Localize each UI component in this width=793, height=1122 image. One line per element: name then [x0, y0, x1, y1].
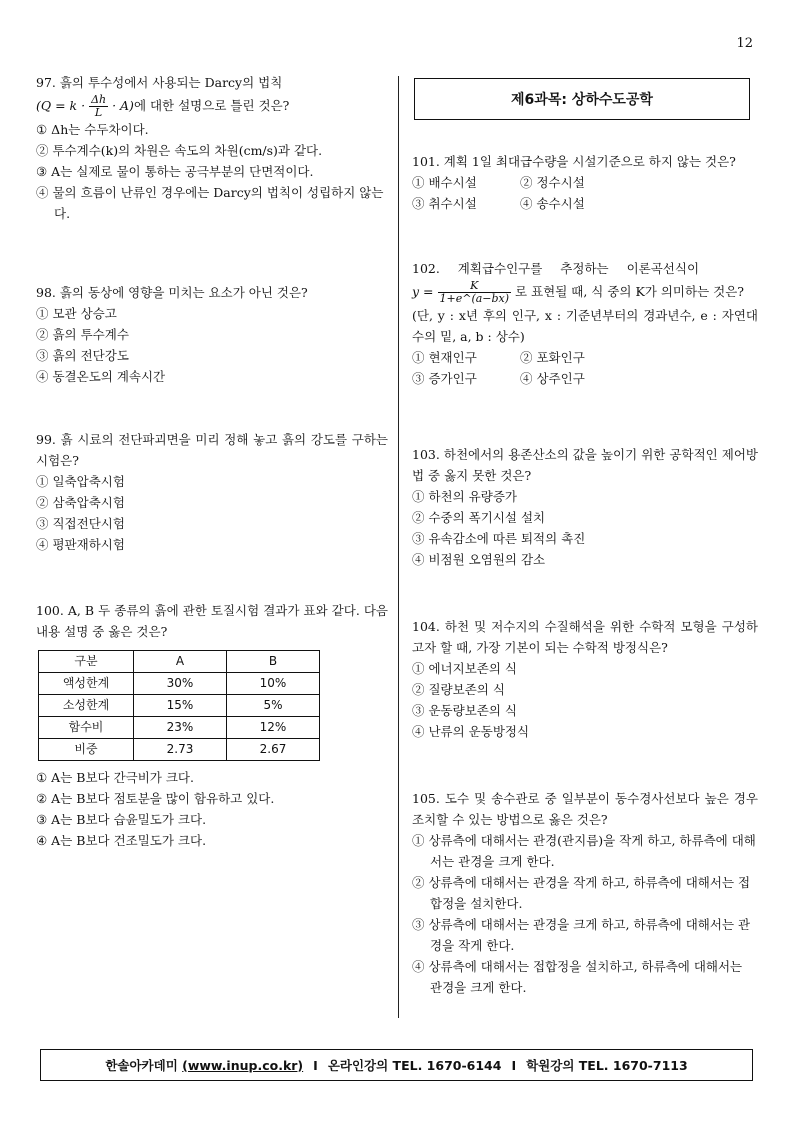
footer-separator: I [313, 1057, 318, 1073]
question-102-option-4[interactable]: ④ 상주인구 [520, 371, 585, 386]
question-105-option-3[interactable]: ③ 상류측에 대해서는 관경을 크게 하고, 하류측에 대해서는 관경을 작게 한다. [412, 917, 751, 953]
question-98 [36, 282, 388, 387]
logistic-fraction-denominator: 1+e^(a−bx) [439, 292, 510, 305]
question-99-option-1[interactable]: ① 일축압축시험 [36, 474, 125, 489]
question-103-stem: 103. 하천에서의 용존산소의 값을 높이기 위한 공학적인 제어방법 중 옳지 못한 것은? [412, 447, 758, 483]
question-97-option-1[interactable]: ① Δh는 수두차이다. [36, 122, 149, 137]
table-header-cell: B [227, 651, 320, 673]
footer-banner [40, 1049, 753, 1081]
question-103-option-4[interactable]: ④ 비점원 오염원의 감소 [412, 552, 546, 567]
question-101-options-row-2 [412, 193, 758, 214]
question-102-option-1[interactable]: ① 현재인구 [412, 350, 477, 365]
table-cell: 12% [227, 717, 320, 739]
question-101-option-3[interactable]: ③ 취수시설 [412, 196, 477, 211]
table-header-cell: 구분 [39, 651, 134, 673]
darcy-formula-rhs: · A) [112, 98, 134, 113]
question-100-option-3[interactable]: ③ A는 B보다 습윤밀도가 크다. [36, 812, 207, 827]
question-103 [412, 444, 758, 570]
question-102-stem-a: 102. 계획급수인구를 추정하는 이론곡선식이 [412, 261, 700, 276]
table-header-row [39, 651, 320, 673]
question-99-option-4[interactable]: ④ 평판재하시험 [36, 537, 125, 552]
question-102-note: (단, y : x년 후의 인구, x : 기준년부터의 경과년수, e : 자연대수의 밑, a, b : 상수) [412, 308, 758, 344]
question-102 [412, 258, 758, 389]
question-100-stem: 100. A, B 두 종류의 흙에 관한 토질시험 결과가 표와 같다. 다음 내용 설명 중 옳은 것은? [36, 603, 388, 639]
question-98-option-2[interactable]: ② 흙의 투수계수 [36, 327, 129, 342]
table-cell: 2.73 [134, 739, 227, 761]
question-97-stem-a: 97. 흙의 투수성에서 사용되는 Darcy의 법칙 [36, 75, 283, 90]
darcy-fraction-denominator: L [94, 106, 103, 119]
question-104-option-1[interactable]: ① 에너지보존의 식 [412, 661, 517, 676]
question-101-stem: 101. 계획 1일 최대급수량을 시설기준으로 하지 않는 것은? [412, 154, 736, 169]
question-104-option-3[interactable]: ③ 운동량보존의 식 [412, 703, 517, 718]
question-98-option-4[interactable]: ④ 동결온도의 계속시간 [36, 369, 166, 384]
question-102-options-row-1 [412, 347, 758, 368]
question-105-stem: 105. 도수 및 송수관로 중 일부분이 동수경사선보다 높은 경우 조치할 수 있는 방법으로 옳은 것은? [412, 791, 758, 827]
question-100 [36, 600, 388, 851]
page-number: 12 [736, 36, 753, 51]
question-101-options-row-1 [412, 172, 758, 193]
darcy-fraction [89, 94, 108, 119]
question-105-option-1[interactable]: ① 상류측에 대해서는 관경(관지름)을 작게 하고, 하류측에 대해서는 관경을 크게 한다. [412, 833, 756, 869]
footer-website-link[interactable]: (www.inup.co.kr) [182, 1057, 304, 1073]
question-101-option-1[interactable]: ① 배수시설 [412, 175, 477, 190]
question-97-stem-b [36, 93, 388, 119]
logistic-formula-lhs: y = [412, 284, 434, 299]
table-cell: 30% [134, 673, 227, 695]
table-cell: 함수비 [39, 717, 134, 739]
table-cell: 비중 [39, 739, 134, 761]
table-cell: 2.67 [227, 739, 320, 761]
soil-test-table [38, 650, 320, 761]
table-row [39, 695, 320, 717]
question-99-option-3[interactable]: ③ 직접전단시험 [36, 516, 125, 531]
table-cell: 15% [134, 695, 227, 717]
question-105 [412, 788, 758, 998]
question-102-stem-b [412, 279, 758, 305]
subject-title: 제6과목: 상하수도공학 [414, 78, 750, 120]
footer-online-tel: 온라인강의 TEL. 1670-6144 [327, 1058, 502, 1073]
question-101-option-2[interactable]: ② 정수시설 [520, 175, 585, 190]
question-99 [36, 429, 388, 555]
question-102-option-3[interactable]: ③ 증가인구 [412, 371, 477, 386]
question-104 [412, 616, 758, 742]
question-104-option-2[interactable]: ② 질량보존의 식 [412, 682, 505, 697]
table-cell: 10% [227, 673, 320, 695]
question-105-option-4[interactable]: ④ 상류측에 대해서는 접합정을 설치하고, 하류측에 대해서는 관경을 크게 한다. [412, 959, 743, 995]
column-divider [398, 76, 399, 1018]
darcy-formula-lhs: (Q = k · [36, 98, 86, 113]
logistic-fraction-numerator: K [438, 280, 512, 293]
question-100-option-2[interactable]: ② A는 B보다 점토분을 많이 함유하고 있다. [36, 791, 275, 806]
table-row [39, 673, 320, 695]
question-101-option-4[interactable]: ④ 송수시설 [520, 196, 585, 211]
table-header-cell: A [134, 651, 227, 673]
table-row [39, 739, 320, 761]
question-102-option-2[interactable]: ② 포화인구 [520, 350, 585, 365]
question-103-option-1[interactable]: ① 하천의 유량증가 [412, 489, 517, 504]
question-97 [36, 72, 388, 224]
question-98-option-1[interactable]: ① 모관 상승고 [36, 306, 117, 321]
question-99-option-2[interactable]: ② 삼축압축시험 [36, 495, 125, 510]
question-103-option-3[interactable]: ③ 유속감소에 따른 퇴적의 촉진 [412, 531, 586, 546]
question-99-stem: 99. 흙 시료의 전단파괴면을 미리 정해 놓고 흙의 강도를 구하는 시험은? [36, 432, 388, 468]
table-cell: 23% [134, 717, 227, 739]
question-102-options-row-2 [412, 368, 758, 389]
footer-separator: I [511, 1057, 517, 1073]
question-100-option-4[interactable]: ④ A는 B보다 건조밀도가 크다. [36, 833, 207, 848]
table-row [39, 717, 320, 739]
table-cell: 액성한계 [39, 673, 134, 695]
question-97-option-2[interactable]: ② 투수계수(k)의 차원은 속도의 차원(cm/s)과 같다. [36, 143, 323, 158]
question-100-option-1[interactable]: ① A는 B보다 간극비가 크다. [36, 770, 194, 785]
question-104-option-4[interactable]: ④ 난류의 운동방정식 [412, 724, 530, 739]
footer-academy-name: 한솔아카데미 [105, 1058, 178, 1073]
darcy-fraction-numerator: Δh [91, 93, 107, 106]
question-102-stem-tail: 로 표현될 때, 식 중의 K가 의미하는 것은? [515, 284, 744, 299]
question-98-stem: 98. 흙의 동상에 영향을 미치는 요소가 아닌 것은? [36, 285, 308, 300]
question-105-option-2[interactable]: ② 상류측에 대해서는 관경을 작게 하고, 하류측에 대해서는 접합정을 설치한다. [412, 875, 751, 911]
question-97-option-4[interactable]: ④ 물의 흐름이 난류인 경우에는 Darcy의 법칙이 성립하지 않는다. [36, 185, 384, 221]
table-cell: 5% [227, 695, 320, 717]
question-97-option-3[interactable]: ③ A는 실제로 물이 통하는 공극부분의 단면적이다. [36, 164, 314, 179]
table-cell: 소성한계 [39, 695, 134, 717]
question-104-stem: 104. 하천 및 저수지의 수질해석을 위한 수학적 모형을 구성하고자 할 때, 가장 기본이 되는 수학적 방정식은? [412, 619, 758, 655]
logistic-fraction [438, 280, 512, 305]
question-103-option-2[interactable]: ② 수중의 폭기시설 설치 [412, 510, 546, 525]
question-101 [412, 151, 758, 214]
question-97-stem-tail: 에 대한 설명으로 틀린 것은? [133, 98, 290, 113]
footer-offline-tel: 학원강의 TEL. 1670-7113 [526, 1058, 688, 1073]
question-98-option-3[interactable]: ③ 흙의 전단강도 [36, 348, 129, 363]
